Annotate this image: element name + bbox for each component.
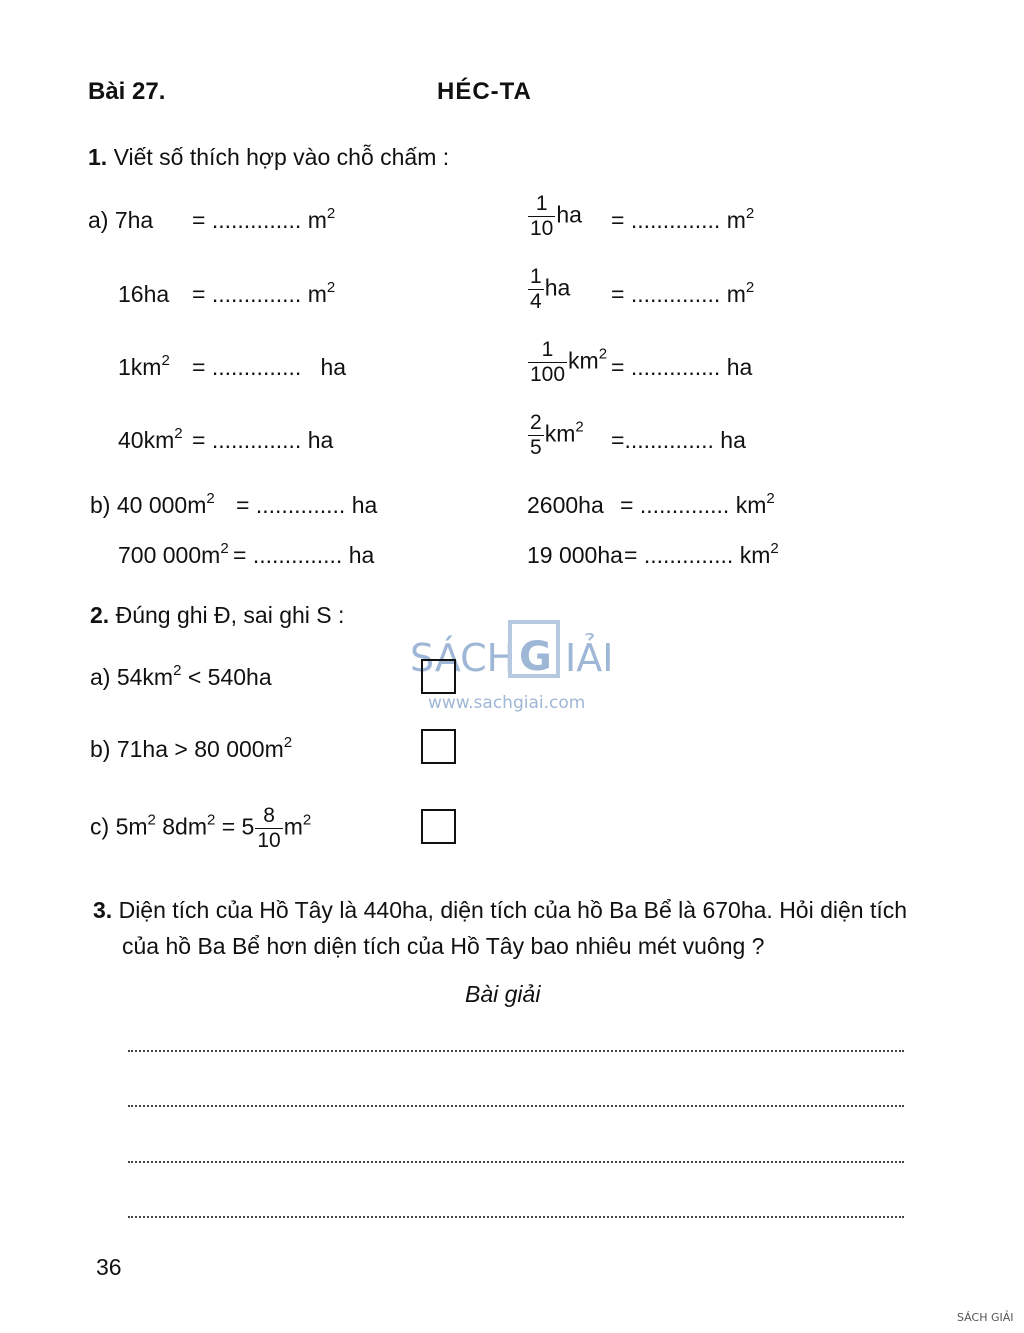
watermark-url: www.sachgiai.com (428, 693, 586, 713)
ex1-ar1: $\frac{1}{10}$ ha (530, 192, 582, 240)
ex3-line1: 3. Diện tích của Hồ Tây là 440ha, diện tích của hồ Ba Bể là 670ha. Hỏi diện tích (93, 897, 908, 923)
ex1-ar3-answer[interactable]: = .............. ha (611, 354, 753, 380)
ex3-line2: của hồ Ba Bể hơn diện tích của Hồ Tây bao nhiêu mét vuông ? (122, 933, 765, 959)
ex1-br2-answer[interactable]: = .............. $km^2$ (624, 540, 779, 568)
watermark-right: IẢI (565, 636, 614, 680)
lesson-number: Bài 27. (88, 78, 166, 105)
corner-logo: SÁCH GIẢI (957, 1311, 1014, 1324)
ex1-ar3: $\frac{1}{100}$ $km^2$ (530, 338, 608, 386)
ex1-ar2-answer[interactable]: = .............. $m^2$ (611, 279, 755, 307)
ex1-b1: b) 40 $000m^2$ (90, 490, 215, 518)
ex2-a: a) $54km^2 < 540ha$ (90, 662, 272, 690)
ex2-prompt: 2. Đúng ghi Đ, sai ghi S : (90, 602, 345, 628)
ex2-b: b) 71ha > 80 $000m^2$ (90, 734, 293, 762)
ex1-br1-answer[interactable]: = .............. $km^2$ (620, 490, 775, 518)
ex1-a3-answer[interactable]: = .............. ha (192, 354, 347, 380)
ex1-b2: 700 $000m^2$ (118, 540, 229, 568)
answer-line[interactable] (128, 1216, 904, 1218)
ex1-b1-answer[interactable]: = .............. ha (236, 492, 378, 518)
ex1-ar1-answer[interactable]: = .............. $m^2$ (611, 205, 755, 233)
ex1-a1-answer[interactable]: = .............. $m^2$ (192, 205, 336, 233)
ex1-ar4: $\frac{2}{5}$ $km^2$ (530, 411, 584, 459)
answer-box-c[interactable] (421, 809, 456, 844)
ex1-ar2: $\frac{1}{4}$ ha (530, 265, 571, 313)
ex1-a1: a) 7ha (88, 207, 154, 233)
answer-box-b[interactable] (421, 729, 456, 764)
ex1-a3: $1km^2$ (118, 352, 170, 380)
watermark-box-letter: G (519, 634, 552, 680)
answer-line[interactable] (128, 1161, 904, 1163)
ex1-br1: 2600ha (527, 492, 604, 518)
page-title: HÉC-TA (437, 78, 532, 105)
ex2-c: c) $5m^2$ $8dm^2 = 5$ $\frac{8}{10}$ $m^2$ (90, 804, 312, 852)
ex1-prompt: 1. Viết số thích hợp vào chỗ chấm : (88, 144, 450, 170)
ex1-a2: 16ha (118, 281, 170, 307)
watermark-left: SÁCH (410, 636, 516, 680)
answer-box-a[interactable] (421, 659, 456, 694)
page-number: 36 (96, 1254, 122, 1280)
ex1-ar4-answer[interactable]: =.............. ha (611, 427, 746, 453)
ex1-a4: $40km^2$ (118, 425, 183, 453)
ex1-a4-answer[interactable]: = .............. ha (192, 427, 334, 453)
answer-line[interactable] (128, 1105, 904, 1107)
ex1-br2: 19 000ha (527, 542, 623, 568)
ex1-a2-answer[interactable]: = .............. $m^2$ (192, 279, 336, 307)
solution-title: Bài giải (465, 981, 541, 1007)
ex1-b2-answer[interactable]: = .............. ha (233, 542, 375, 568)
answer-line[interactable] (128, 1050, 904, 1052)
